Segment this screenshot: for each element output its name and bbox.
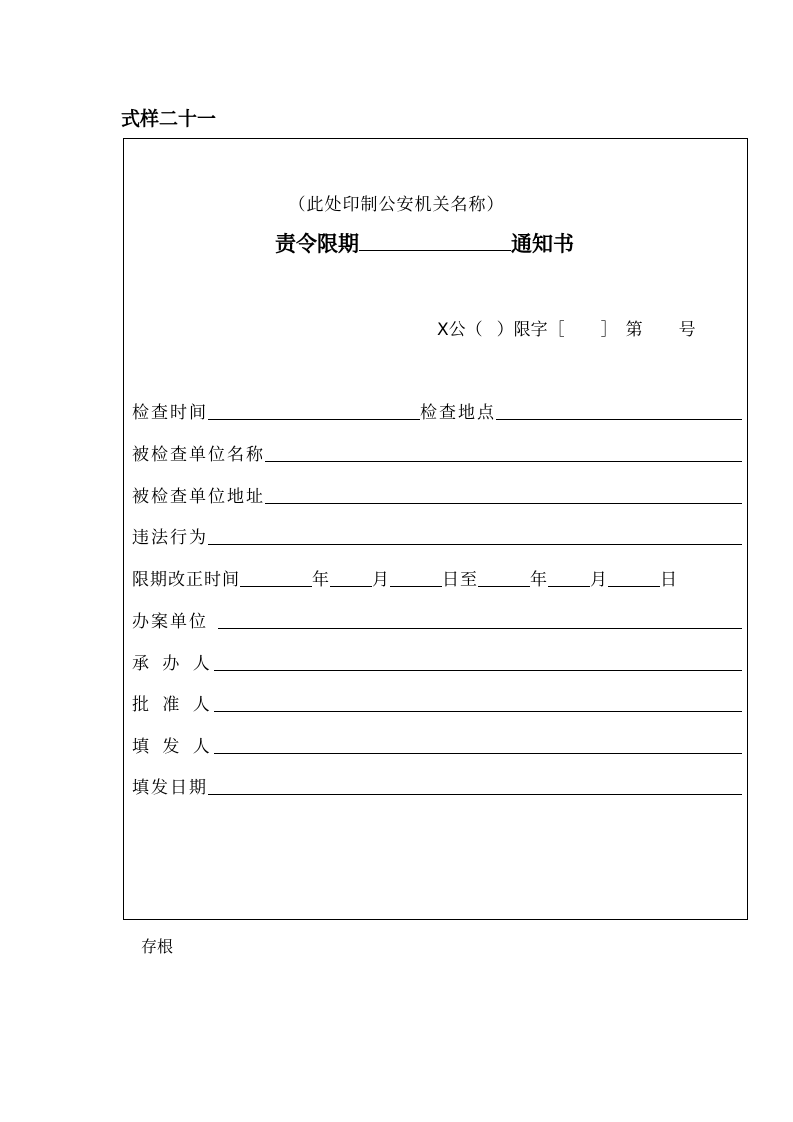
start-month-unit: 月: [372, 570, 390, 590]
inspection-time-label: 检查时间: [132, 403, 208, 423]
title-suffix: 通知书: [511, 232, 574, 256]
violation-row: [132, 522, 742, 548]
document-title: [275, 228, 574, 258]
issuer-field[interactable]: [214, 735, 742, 754]
deadline-label: 限期改正时间: [132, 570, 240, 590]
handler-row: [132, 648, 742, 674]
handling-unit-field[interactable]: [218, 610, 742, 629]
unit-name-label: 被检查单位名称: [132, 445, 265, 465]
start-year-unit: 年: [312, 570, 330, 590]
inspection-row: [132, 397, 742, 423]
approver-label: 批 准 人: [132, 695, 214, 715]
start-month-field[interactable]: [330, 568, 372, 587]
start-day-field[interactable]: [390, 568, 442, 587]
stub-label: 存根: [141, 937, 174, 956]
handler-field[interactable]: [214, 652, 742, 671]
end-day-field[interactable]: [608, 568, 660, 587]
end-month-unit: 月: [590, 570, 608, 590]
issue-date-row: [132, 772, 742, 798]
unit-name-row: [132, 439, 742, 465]
handler-label: 承 办 人: [132, 654, 214, 674]
date-to: 至: [460, 570, 478, 590]
violation-field[interactable]: [208, 526, 742, 545]
document-number: [437, 315, 696, 340]
start-year-field[interactable]: [240, 568, 312, 587]
doc-num-label: 号: [678, 320, 696, 340]
doc-close-paren: ）: [496, 320, 514, 340]
form-style-label: 式样二十一: [121, 108, 217, 130]
issuer-label: 填 发 人: [132, 737, 214, 757]
doc-close-bracket: ］: [600, 320, 618, 340]
doc-type: 限字［: [513, 320, 565, 340]
title-blank[interactable]: [359, 230, 511, 251]
handling-unit-label: 办案单位: [132, 612, 208, 632]
approver-row: [132, 689, 742, 715]
doc-seq-label: 第: [625, 320, 643, 340]
unit-address-row: [132, 481, 742, 507]
end-year-unit: 年: [530, 570, 548, 590]
end-month-field[interactable]: [548, 568, 590, 587]
end-year-field[interactable]: [478, 568, 530, 587]
unit-address-label: 被检查单位地址: [132, 487, 265, 507]
inspection-place-label: 检查地点: [420, 403, 496, 423]
approver-field[interactable]: [214, 693, 742, 712]
doc-agency: X公（: [437, 320, 483, 340]
issue-date-label: 填发日期: [132, 778, 208, 798]
unit-name-field[interactable]: [265, 443, 742, 462]
start-day-unit: 日: [442, 570, 460, 590]
unit-address-field[interactable]: [265, 485, 742, 504]
inspection-time-field[interactable]: [208, 401, 420, 420]
end-day-unit: 日: [660, 570, 678, 590]
issuer-row: [132, 731, 742, 757]
violation-label: 违法行为: [132, 528, 208, 548]
title-prefix: 责令限期: [275, 232, 359, 256]
issue-date-field[interactable]: [208, 776, 742, 795]
inspection-place-field[interactable]: [496, 401, 742, 420]
handling-unit-row: [132, 606, 742, 632]
agency-name-placeholder: （此处印制公安机关名称）: [288, 195, 505, 215]
deadline-row: [132, 564, 742, 590]
